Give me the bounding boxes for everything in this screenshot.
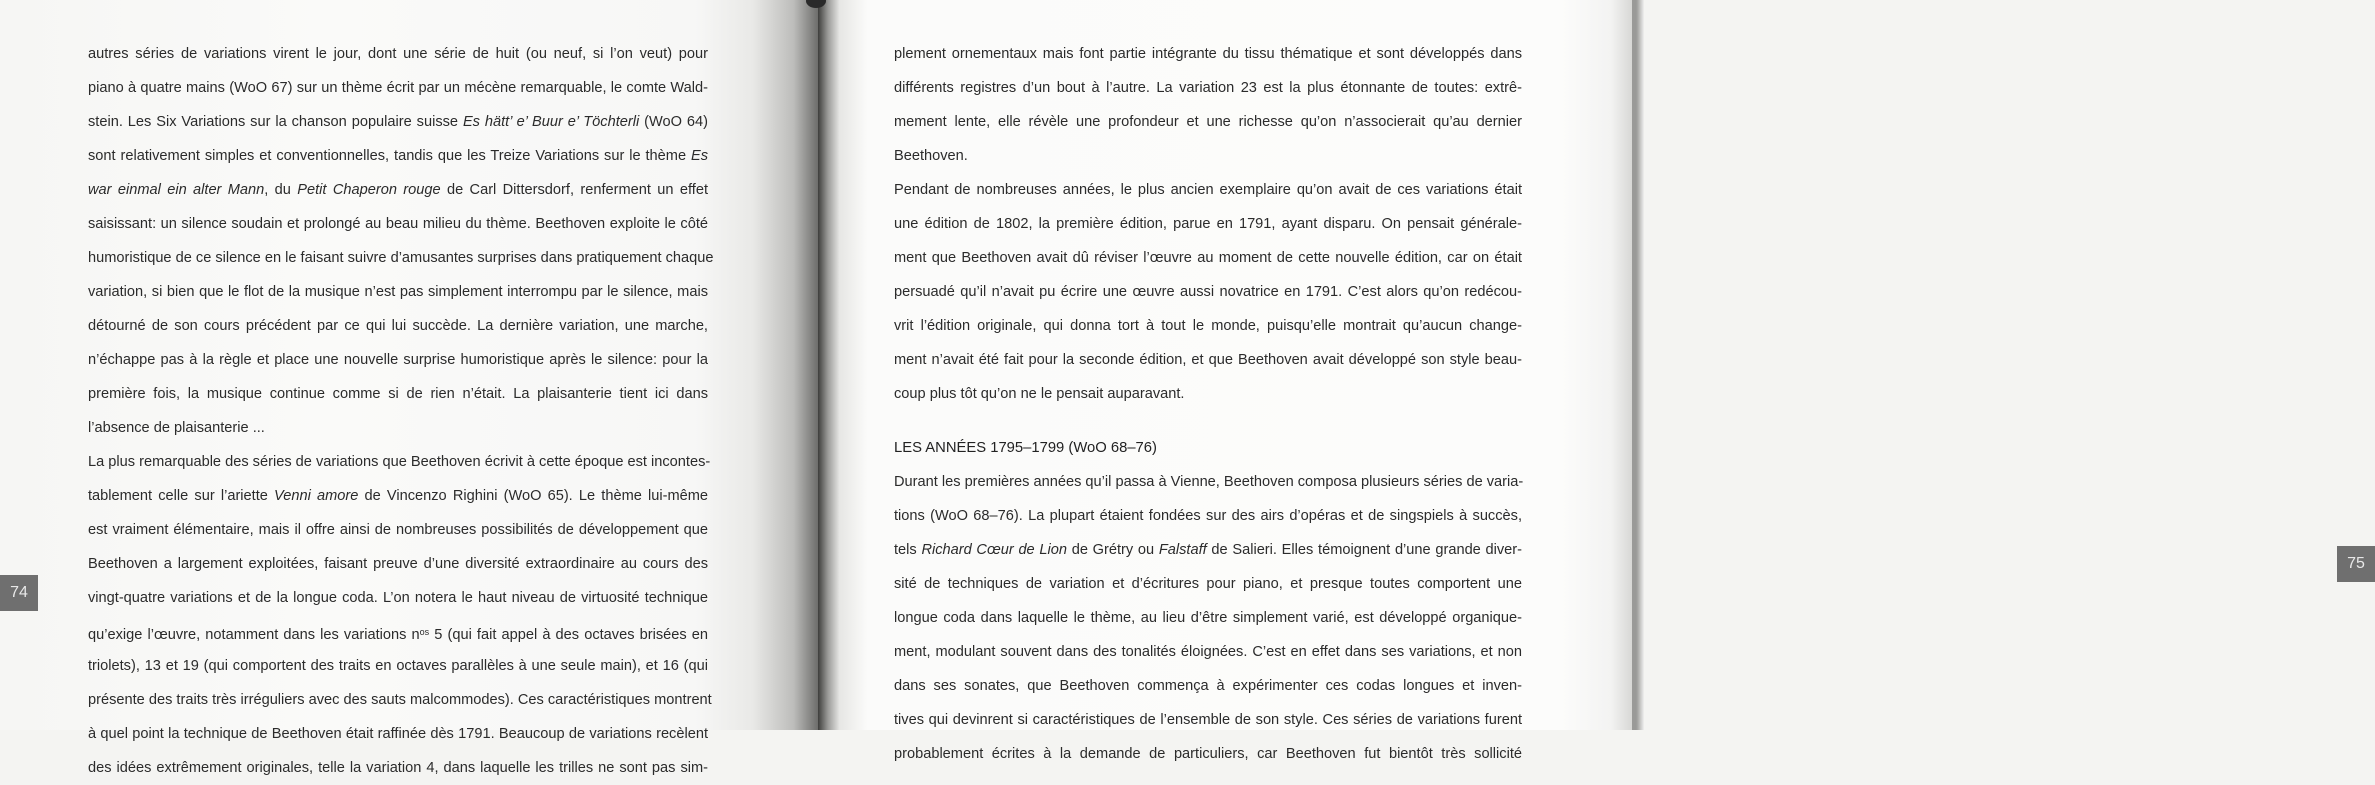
- text-line: [894, 499, 1522, 533]
- italic-title: Es hätt’ e’ Buur e’ Töchterli: [462, 114, 640, 130]
- text-run: tels: [894, 542, 922, 558]
- text-line: [894, 635, 1522, 669]
- text-run: , du: [264, 182, 298, 198]
- text-run: première fois, la musique continue comme si de rien n’était. La plaisanterie tient ici dans: [88, 386, 708, 402]
- left-page: [0, 0, 818, 776]
- text-line: [88, 37, 708, 71]
- text-line: [88, 241, 714, 275]
- text-run: est vraiment élémentaire, mais il offre ainsi de nombreuses possibilités de développement que: [88, 522, 708, 538]
- text-run: sité de techniques de variation et d’écritures pour piano, et presque toutes comportent une: [894, 576, 1522, 592]
- text-line: [88, 683, 712, 717]
- text-line: [88, 207, 708, 241]
- text-run: n’échappe pas à la règle et place une nouvelle surprise humoristique après le silence: pour la: [88, 352, 708, 368]
- italic-title: Es: [690, 148, 708, 164]
- text-line: [88, 309, 708, 343]
- left-page-body: [88, 37, 714, 785]
- text-run: dans ses sonates, que Beethoven commença à expérimenter ces codas longues et inven-: [894, 678, 1522, 694]
- text-line: [894, 567, 1522, 601]
- text-line: [88, 751, 708, 785]
- text-run: saisissant: un silence soudain et prolongé au beau milieu du thème. Beethoven exploite le côté: [88, 216, 708, 232]
- text-run: longue coda dans laquelle le thème, au lieu d’être simplement varié, est développé organique-: [894, 610, 1522, 626]
- text-run: de Grétry ou: [1066, 542, 1159, 558]
- text-run: ment que Beethoven avait dû réviser l’œuvre au moment de cette nouvelle édition, car on était: [894, 250, 1522, 266]
- text-run: 5 (qui fait appel à des octaves brisées en: [429, 627, 708, 643]
- right-page-paragraphs: [894, 37, 1522, 411]
- section-heading: LES ANNÉES 1795–1799 (WoO 68–76): [894, 440, 1157, 456]
- text-run: de Vincenzo Righini (WoO 65). Le thème lui-même: [358, 488, 708, 504]
- text-run: stein. Les Six Variations sur la chanson populaire suisse: [88, 114, 463, 130]
- text-line: [894, 737, 1522, 771]
- text-line: [894, 139, 1522, 173]
- text-line: [894, 343, 1522, 377]
- text-run: Beethoven.: [894, 148, 968, 164]
- text-run: Pendant de nombreuses années, le plus ancien exemplaire qu’on avait de ces variations était: [894, 182, 1522, 198]
- text-run: La plus remarquable des séries de variations que Beethoven écrivit à cette époque est incontes-: [88, 454, 711, 470]
- text-line: [88, 411, 708, 445]
- text-run: de Carl Dittersdorf, renferment un effet: [440, 182, 708, 198]
- text-line: [894, 207, 1522, 241]
- text-line: [88, 343, 708, 377]
- text-line: [88, 275, 708, 309]
- text-run: différents registres d’un bout à l’autre. La variation 23 est la plus étonnante de toutes: extrê-: [894, 80, 1522, 96]
- text-run: ment, modulant souvent dans des tonalités éloignées. C’est en effet dans ses variations, et non: [894, 644, 1522, 660]
- text-run: Beethoven a largement exploitées, faisant preuve d’une diversité extraordinaire au cours des: [88, 556, 708, 572]
- text-run: humoristique de ce silence en le faisant suivre d’amusantes surprises dans pratiquement chaque: [88, 250, 714, 266]
- text-line: [88, 445, 711, 479]
- page-number-right: 75: [2337, 546, 2375, 582]
- text-run: vingt-quatre variations et de la longue coda. L’on notera le haut niveau de virtuosité technique: [88, 590, 708, 606]
- text-run: sont relativement simples et conventionnelles, tandis que les Treize Variations sur le thème: [88, 148, 691, 164]
- section-gap: [894, 411, 1522, 431]
- text-line: [88, 377, 708, 411]
- text-run: autres séries de variations virent le jour, dont une série de huit (ou neuf, si l’on veut) pour: [88, 46, 708, 62]
- text-line: [894, 241, 1522, 275]
- text-run: (WoO 64): [639, 114, 708, 130]
- text-run: piano à quatre mains (WoO 67) sur un thème écrit par un mécène remarquable, le comte Wald-: [88, 80, 708, 96]
- text-line: [88, 717, 708, 751]
- text-run: tions (WoO 68–76). La plupart étaient fondées sur des airs d’opéras et de singspiels à succès,: [894, 508, 1522, 524]
- text-line: [88, 479, 708, 513]
- text-run: triolets), 13 et 19 (qui comportent des traits en octaves parallèles à une seule main), et 16 (qui: [88, 658, 708, 674]
- text-line: [88, 139, 708, 173]
- text-run: mement lente, elle révèle une profondeur et une richesse qu’on n’associerait qu’au dernier: [894, 114, 1522, 130]
- text-line: [88, 71, 708, 105]
- text-line: [894, 703, 1522, 737]
- text-run: Durant les premières années qu’il passa à Vienne, Beethoven composa plusieurs séries de varia-: [894, 474, 1524, 490]
- superscript: os: [419, 627, 430, 637]
- right-page-body: [894, 37, 1522, 771]
- text-line: [894, 533, 1522, 567]
- right-page: [818, 0, 2365, 762]
- text-line: [88, 513, 708, 547]
- text-line: [88, 173, 708, 207]
- text-line: [88, 105, 708, 139]
- text-run: probablement écrites à la demande de particuliers, car Beethoven fut bientôt très sollicité: [894, 746, 1522, 762]
- text-run: plement ornementaux mais font partie intégrante du tissu thématique et sont développés dans: [894, 46, 1522, 62]
- text-run: l’absence de plaisanterie ...: [88, 420, 265, 436]
- italic-title: war einmal ein alter Mann: [88, 182, 265, 198]
- italic-title: Petit Chaperon rouge: [297, 182, 441, 198]
- text-run: détourné de son cours précédent par ce qui lui succède. La dernière variation, une marche,: [88, 318, 708, 334]
- text-run: de Salieri. Elles témoignent d’une grande diver-: [1206, 542, 1523, 558]
- text-run: des idées extrêmement originales, telle la variation 4, dans laquelle les trilles ne sont pas sim-: [88, 760, 708, 776]
- italic-title: Venni amore: [274, 488, 359, 504]
- text-run: ment n’avait été fait pour la seconde édition, et que Beethoven avait développé son style beau-: [894, 352, 1522, 368]
- italic-title: Falstaff: [1158, 542, 1207, 558]
- text-line: [894, 37, 1522, 71]
- text-run: persuadé qu’il n’avait pu écrire une œuvre aussi novatrice en 1791. C’est alors qu’on redécou-: [894, 284, 1522, 300]
- text-line: [88, 649, 708, 683]
- text-line: [894, 669, 1522, 703]
- text-line: [88, 547, 708, 581]
- text-line: [894, 309, 1522, 343]
- text-run: variation, si bien que le flot de la musique n’est pas simplement interrompu par le silence, mais: [88, 284, 708, 300]
- text-line: [894, 105, 1522, 139]
- text-run: tives qui devinrent si caractéristiques de l’ensemble de son style. Ces séries de variations furent: [894, 712, 1522, 728]
- text-line: [894, 465, 1522, 499]
- text-run: tablement celle sur l’ariette: [88, 488, 275, 504]
- text-line: [894, 601, 1522, 635]
- text-line: [88, 581, 708, 615]
- text-run: à quel point la technique de Beethoven était raffinée dès 1791. Beaucoup de variations recèlent: [88, 726, 708, 742]
- page-number-left: 74: [0, 575, 38, 611]
- text-line: [894, 71, 1522, 105]
- text-line: [894, 173, 1522, 207]
- text-run: une édition de 1802, la première édition, parue en 1791, ayant disparu. On pensait générale-: [894, 216, 1522, 232]
- italic-title: Richard Cœur de Lion: [921, 542, 1067, 558]
- text-run: vrit l’édition originale, qui donna tort à tout le monde, puisqu’elle montrait qu’aucun change-: [894, 318, 1522, 334]
- text-line: [894, 275, 1522, 309]
- text-line: [894, 377, 1522, 411]
- page-edge: [1632, 0, 1636, 730]
- text-run: présente des traits très irréguliers avec des sauts malcommodes). Ces caractéristiques montrent: [88, 692, 712, 708]
- text-run: qu’exige l’œuvre, notamment dans les variations n: [88, 627, 420, 643]
- text-run: coup plus tôt qu’on ne le pensait auparavant.: [894, 386, 1185, 402]
- text-line: [88, 615, 708, 649]
- right-page-section-text: [894, 465, 1522, 771]
